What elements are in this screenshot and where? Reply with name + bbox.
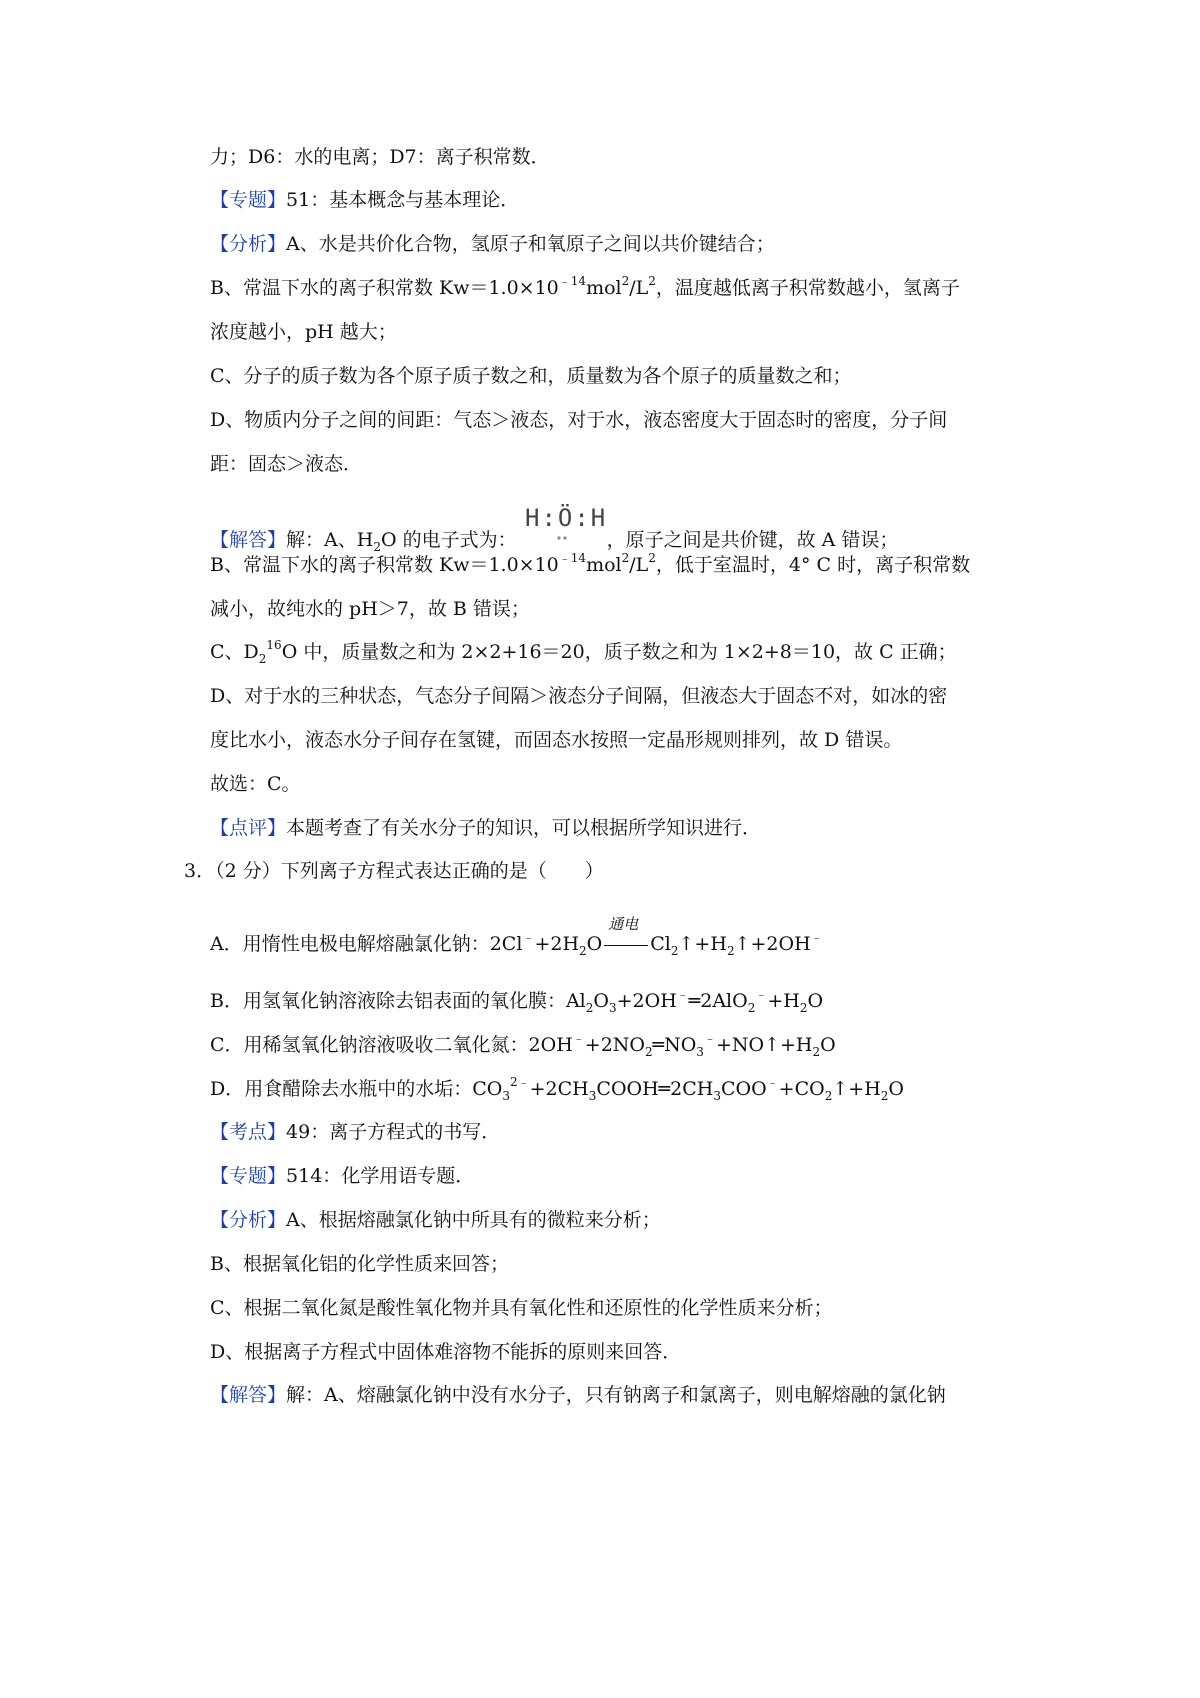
text-line: D、根据离子方程式中固体难溶物不能拆的原则来回答． [210, 1341, 682, 1363]
svg-text:H:Ö:H: H:Ö:H [524, 504, 607, 532]
text-line: 浓度越小，pH 越大； [210, 321, 397, 343]
text-line: 【点评】本题考查了有关水分子的知识，可以根据所学知识进行． [210, 817, 762, 839]
section-label: 【考点】 [210, 1121, 287, 1143]
text-line: 【专题】514：化学用语专题． [210, 1165, 475, 1187]
electrolysis-arrow-icon: 通电 [602, 930, 650, 958]
section-label: 【分析】 [210, 233, 287, 255]
option-c: C．用稀氢氧化钠溶液吸收二氧化氮：$2OH^﹣+2NO_2═NO_3^﹣+NO↑+H_2O$ [210, 1031, 836, 1059]
water-electron-formula-image [517, 504, 607, 552]
text-line: 力；D6：水的电离；D7：离子积常数． [210, 146, 550, 168]
text-line: B、根据氧化铝的化学性质来回答； [210, 1253, 509, 1275]
text-line: 【分析】A、根据熔融氯化钠中所具有的微粒来分析； [210, 1209, 661, 1231]
text-line: 【考点】49：离子方程式的书写． [210, 1121, 501, 1143]
section-label: 【专题】 [210, 189, 287, 211]
text-line: 故选：C。 [210, 773, 301, 795]
text-line: 减小，故纯水的 pH＞7，故 B 错误； [210, 598, 530, 620]
text-line: 【解答】解：A、熔融氯化钠中没有水分子，只有钠离子和氯离子，则电解熔融的氯化钠 [210, 1384, 946, 1406]
question-title: 3．（2 分）下列离子方程式表达正确的是（ ） [184, 860, 604, 882]
text-line: C、$D_2^{16}O$ 中，质量数之和为 2×2+16＝20，质子数之和为 1×2+8＝10，故 C 正确； [210, 638, 957, 666]
text-line: C、根据二氧化氮是酸性氧化物并具有氧化性和还原性的化学性质来分析； [210, 1297, 833, 1319]
text-line: 【专题】51：基本概念与基本理论． [210, 189, 520, 211]
option-b: B．用氢氧化钠溶液除去铝表面的氧化膜：$Al_2O_3+2OH^﹣═2AlO_2^﹣+H_2O$ [210, 987, 824, 1015]
text-line: B、常温下水的离子积常数 $Kw=1.0\times 10^{﹣14}mol^2/L^2$，低于室温时，4° C 时，离子积常数 [210, 551, 971, 576]
option-a: A．用惰性电极电解熔融氯化钠：$2Cl^﹣+2H_2O$ 通电 $Cl_2↑+H_2↑+2OH^﹣$ [210, 915, 823, 958]
text-line: C、分子的质子数为各个原子质子数之和，质量数为各个原子的质量数之和； [210, 365, 852, 387]
text-line: D、对于水的三种状态，气态分子间隔＞液态分子间隔，但液态大于固态不对，如冰的密 [210, 685, 948, 707]
text-line: B、常温下水的离子积常数 $Kw=1.0\times 10^{﹣14}mol^2/L^2$，温度越低离子积常数越小，氢离子 [210, 274, 960, 299]
section-label: 【解答】 [210, 529, 287, 551]
text-line: 【分析】A、水是共价化合物，氢原子和氧原子之间以共价键结合； [210, 233, 775, 255]
text-line: 距：固态＞液态． [210, 453, 363, 475]
section-label: 【专题】 [210, 1165, 287, 1187]
text-line: 度比水小，液态水分子间存在氢键，而固态水按照一定晶形规则排列，故 D 错误。 [210, 729, 903, 751]
option-d: D．用食醋除去水瓶中的水垢：$CO_3^{2﹣}+2CH_3COOH═2CH_3COO^﹣+CO_2↑+H_2O$ [210, 1075, 904, 1103]
section-label: 【点评】 [210, 817, 287, 839]
section-label: 【分析】 [210, 1209, 287, 1231]
section-label: 【解答】 [210, 1384, 287, 1406]
text-line: D、物质内分子之间的间距：气态＞液态，对于水，液态密度大于固态时的密度，分子间 [210, 409, 948, 431]
text-line: 【解答】解：A、$H_2O$ 的电子式为： H:Ö:H ，原子之间是共价键，故 A 错误； [210, 504, 899, 554]
